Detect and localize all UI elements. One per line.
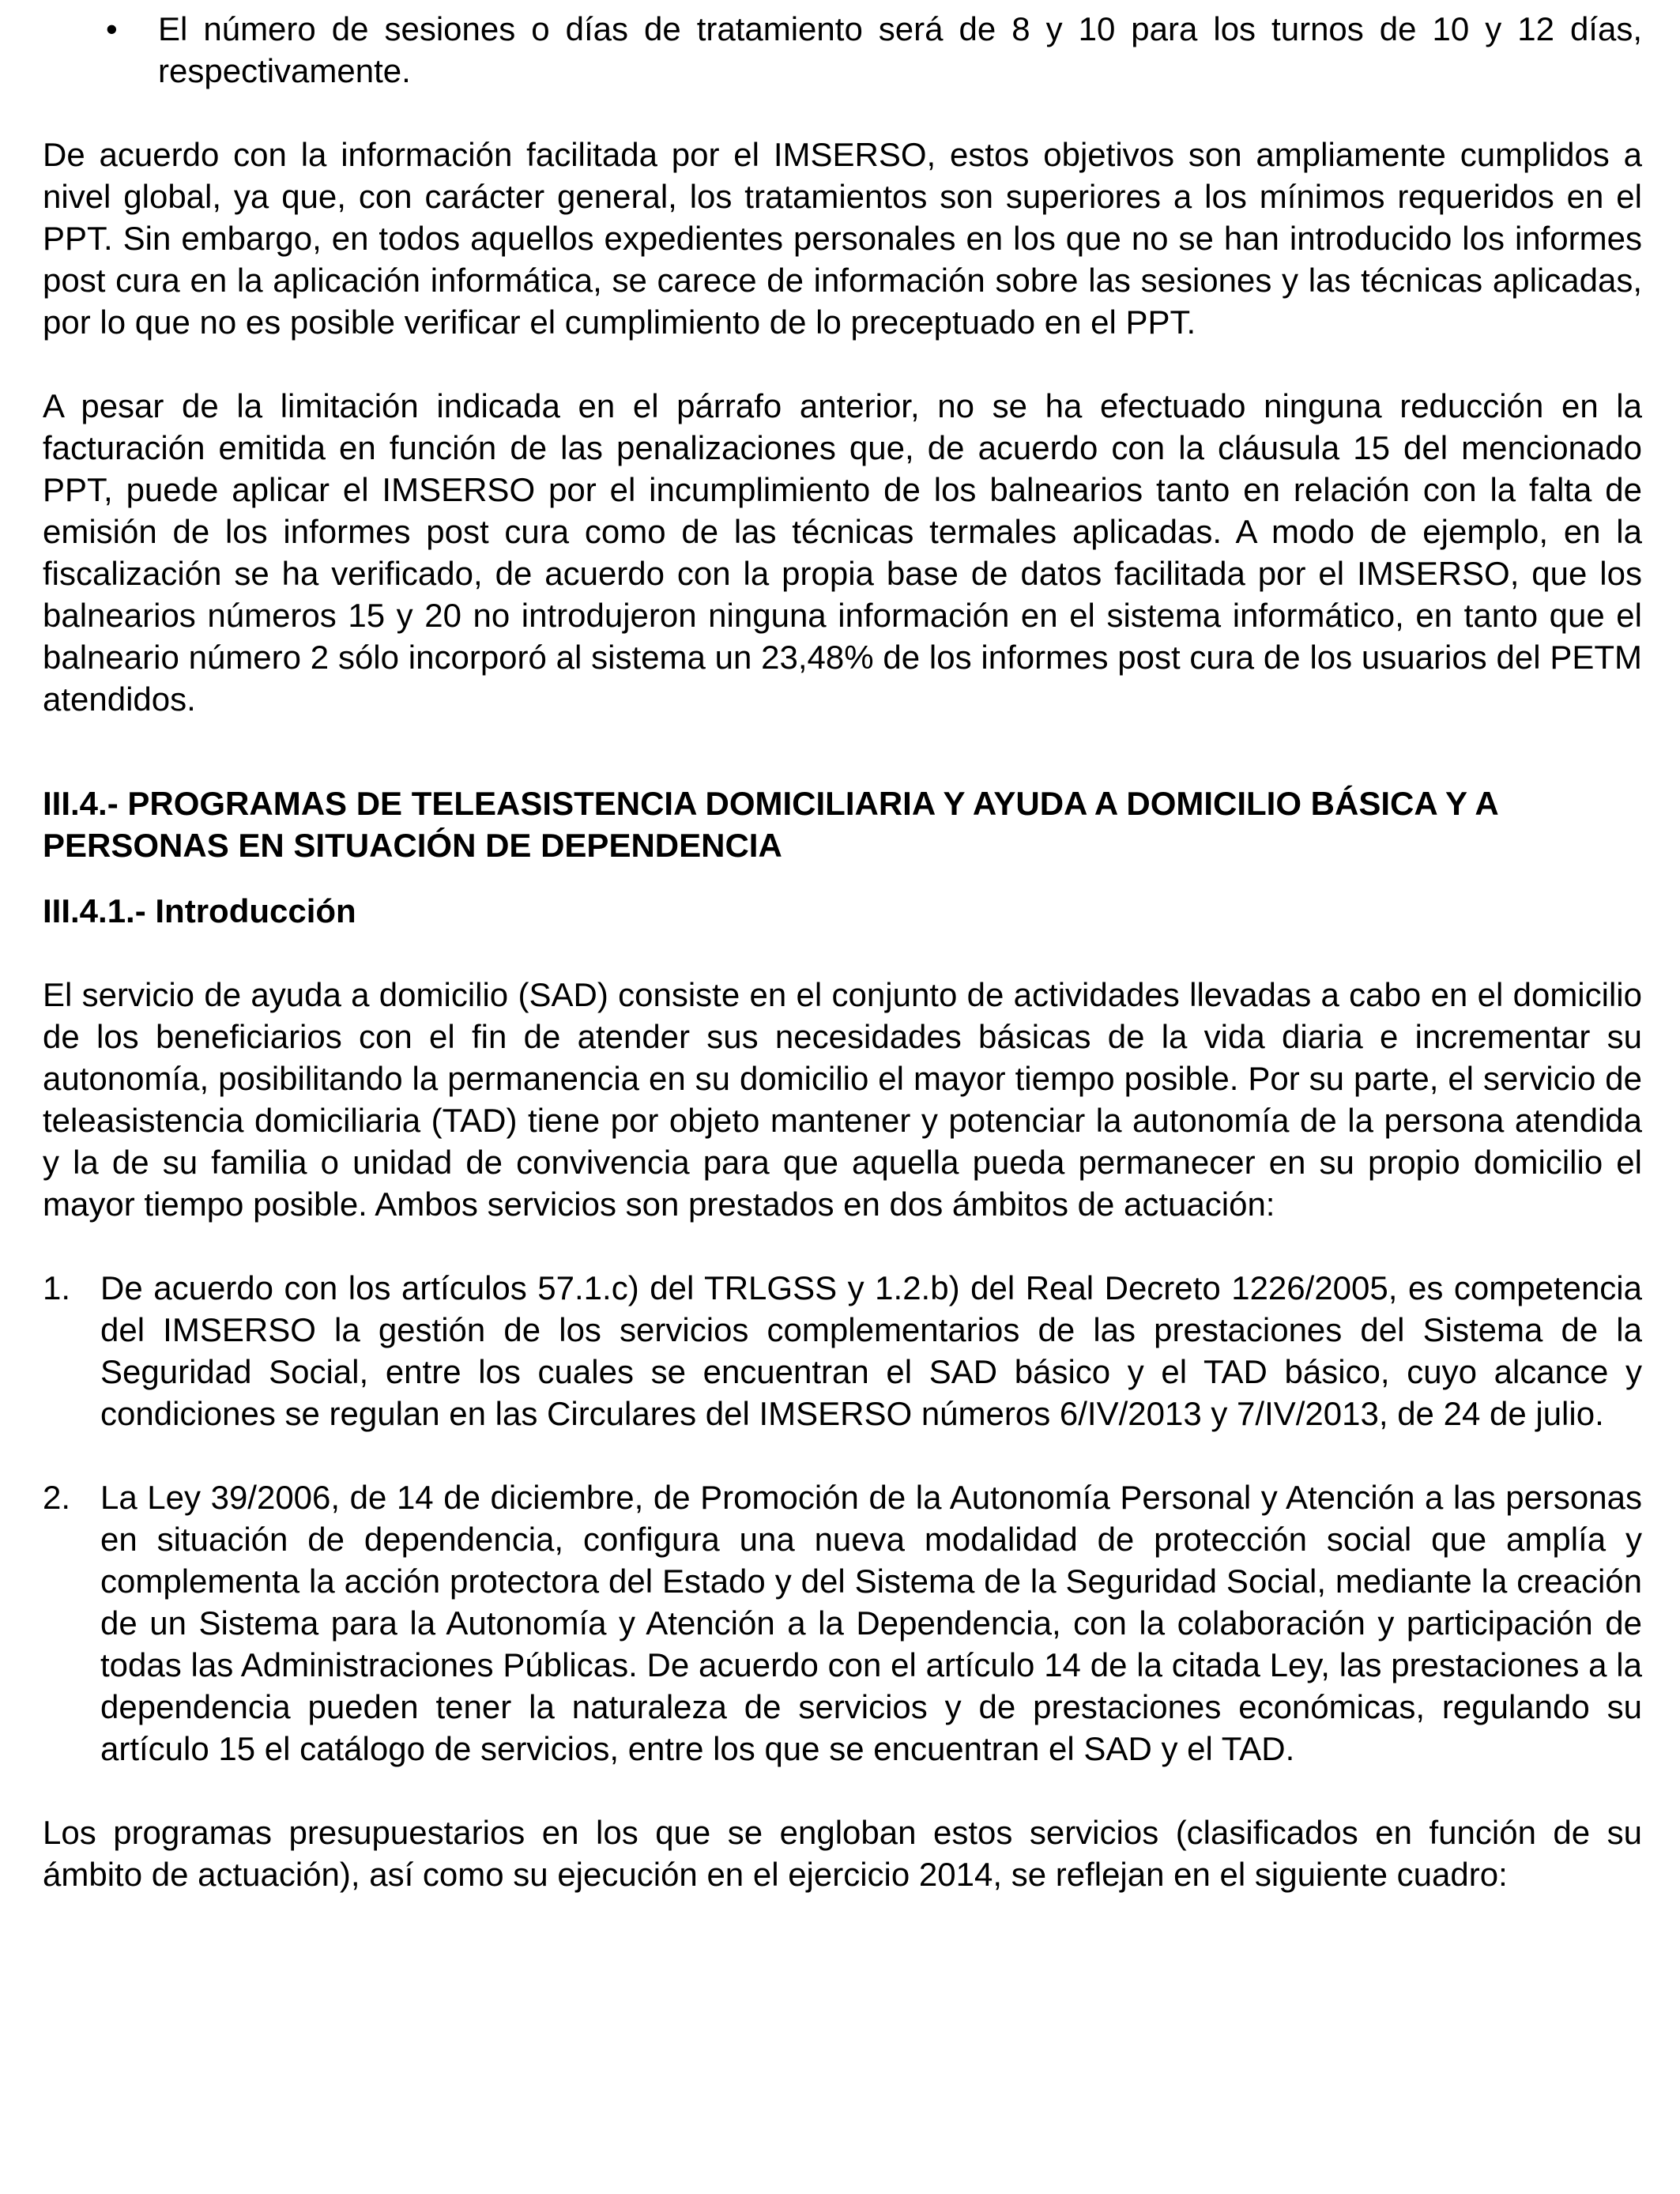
numbered-list-item [43,1267,1642,1434]
list-number: 2. [43,1479,71,1516]
numbered-list-item [43,1476,1642,1770]
list-item-text: De acuerdo con los artículos 57.1.c) del TRLGSS y 1.2.b) del Real Decreto 1226/2005, es competencia del IMSERSO la gestión de los servicios complementarios de las prestaciones del Sistema de la Seguridad Social, entre los cuales se encuentran el SAD básico y el TAD básico, cuyo alcance y condiciones se regulan en las Circulares del IMSERSO números 6/IV/2013 y 7/IV/2013, de 24 de julio. [100,1269,1642,1432]
list-number: 1. [43,1269,71,1306]
paragraph-imserso-objectives: De acuerdo con la información facilitada por el IMSERSO, estos objetivos son ampliamente cumplidos a nivel global, ya que, con carácter general, los tratamientos son superiores a los mínimos requeridos en el PPT. Sin embargo, en todos aquellos expedientes personales en los que no se han introducido los informes post cura en la aplicación informática, se carece de información sobre las sesiones y las técnicas aplicadas, por lo que no es posible verificar el cumplimiento de lo preceptuado en el PPT. [43,136,1642,341]
paragraph-penalties: A pesar de la limitación indicada en el párrafo anterior, no se ha efectuado ninguna reducción en la facturación emitida en función de las penalizaciones que, de acuerdo con la cláusula 15 del mencionado PPT, puede aplicar el IMSERSO por el incumplimiento de los balnearios tanto en relación con la falta de emisión de los informes post cura como de las técnicas termales aplicadas. A modo de ejemplo, en la fiscalización se ha verificado, de acuerdo con la propia base de datos facilitada por el IMSERSO, que los balnearios números 15 y 20 no introdujeron ninguna información en el sistema informático, en tanto que el balneario número 2 sólo incorporó al sistema un 23,48% de los informes post cura de los usuarios del PETM atendidos. [43,387,1642,718]
section-heading: III.4.- PROGRAMAS DE TELEASISTENCIA DOMICILIARIA Y AYUDA A DOMICILIO BÁSICA Y A PERSONAS EN SITUACIÓN DE DEPENDENCIA [43,785,1498,864]
paragraph-budget-programs: Los programas presupuestarios en los que se engloban estos servicios (clasificados en función de su ámbito de actuación), así como su ejecución en el ejercicio 2014, se reflejan en el siguiente cuadro: [43,1814,1642,1893]
document-page [43,8,1642,1895]
bullet-text: El número de sesiones o días de tratamiento será de 8 y 10 para los turnos de 10 y 12 días, respectivamente. [158,10,1642,89]
paragraph-sad-tad-intro: El servicio de ayuda a domicilio (SAD) consiste en el conjunto de actividades llevadas a cabo en el domicilio de los beneficiarios con el fin de atender sus necesidades básicas de la vida diaria e incrementar su autonomía, posibilitando la permanencia en su domicilio el mayor tiempo posible. Por su parte, el servicio de teleasistencia domiciliaria (TAD) tiene por objeto mantener y potenciar la autonomía de la persona atendida y la de su familia o unidad de convivencia para que aquella pueda permanecer en su propio domicilio el mayor tiempo posible. Ambos servicios son prestados en dos ámbitos de actuación: [43,976,1642,1223]
bullet-list-item [43,8,1642,92]
list-item-text: La Ley 39/2006, de 14 de diciembre, de Promoción de la Autonomía Personal y Atención a las personas en situación de dependencia, configura una nueva modalidad de protección social que amplía y complementa la acción protectora del Estado y del Sistema de la Seguridad Social, mediante la creación de un Sistema para la Autonomía y Atención a la Dependencia, con la colaboración y participación de todas las Administraciones Públicas. De acuerdo con el artículo 14 de la citada Ley, las prestaciones a la dependencia pueden tener la naturaleza de servicios y de prestaciones económicas, regulando su artículo 15 el catálogo de servicios, entre los que se encuentran el SAD y el TAD. [100,1479,1642,1767]
subsection-heading: III.4.1.- Introducción [43,892,356,929]
bullet-marker: • [106,10,118,47]
